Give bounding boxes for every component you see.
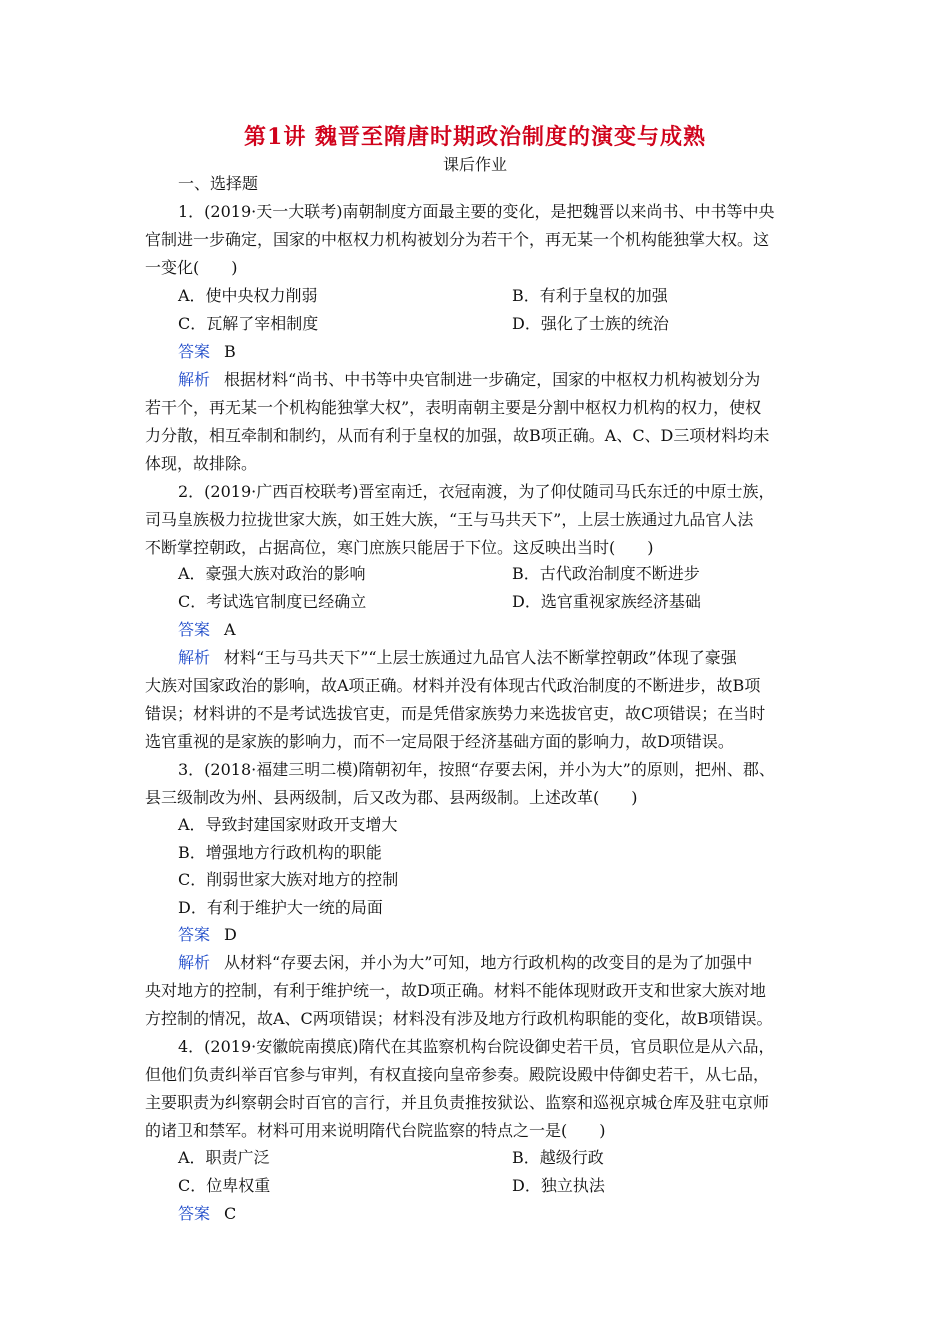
answer-label: 答案 <box>178 925 211 944</box>
answer-value: A <box>224 620 236 639</box>
question-text: 一变化( ) <box>145 258 238 277</box>
option-b: B．古代政治制度不断进步 <box>512 564 700 583</box>
page-title: 第1讲 魏晋至隋唐时期政治制度的演变与成熟 <box>244 124 706 150</box>
option-d: D．强化了士族的统治 <box>512 314 669 333</box>
option-a: A．使中央权力削弱 <box>178 286 318 305</box>
question-text: 4．(2019·安徽皖南摸底)隋代在其监察机构台院设御史若干员，官员职位是从六品， <box>178 1037 775 1056</box>
answer-row <box>178 921 810 949</box>
page-subtitle: 课后作业 <box>442 155 507 174</box>
option-b: B．增强地方行政机构的职能 <box>178 843 382 862</box>
answer-row <box>178 616 810 644</box>
question-text: 主要职责为纠察朝会时百官的言行，并且负责推按狱讼、监察和巡视京城仓库及驻屯京师 <box>145 1093 770 1112</box>
analysis-row <box>178 644 810 672</box>
question-text: 不断掌控朝政，占据高位，寒门庶族只能居于下位。这反映出当时( ) <box>145 538 654 557</box>
analysis-text: 错误；材料讲的不是考试选拔官吏，而是凭借家族势力来选拔官吏，故C项错误；在当时 <box>145 704 766 723</box>
analysis-text: 体现，故排除。 <box>145 454 258 473</box>
question-text: 官制进一步确定，国家的中枢权力机构被划分为若干个，再无某一个机构能独掌大权。这 <box>145 230 770 249</box>
analysis-text: 大族对国家政治的影响，故A项正确。材料并没有体现古代政治制度的不断进步，故B项 <box>145 676 761 695</box>
analysis-label: 解析 <box>178 370 211 389</box>
question-text: 1．(2019·天一大联考)南朝制度方面最主要的变化，是把魏晋以来尚书、中书等中央 <box>178 202 775 221</box>
analysis-text: 根据材料“尚书、中书等中央官制进一步确定，国家的中枢权力机构被划分为 <box>224 370 761 389</box>
answer-value: C <box>224 1204 237 1223</box>
question-text: 3．(2018·福建三明二模)隋朝初年，按照“存要去闲，并小为大”的原则，把州、郡、 <box>178 760 775 779</box>
option-d: D．选官重视家族经济基础 <box>512 592 701 611</box>
section-heading: 一、选择题 <box>178 174 259 193</box>
analysis-text: 力分散，相互牵制和制约，从而有利于皇权的加强，故B项正确。A、C、D三项材料均未 <box>145 426 770 445</box>
option-c: C．削弱世家大族对地方的控制 <box>178 870 399 889</box>
analysis-row <box>178 366 810 394</box>
option-b: B．越级行政 <box>512 1148 604 1167</box>
option-c: C．瓦解了宰相制度 <box>178 314 319 333</box>
analysis-text: 选官重视的是家族的影响力，而不一定局限于经济基础方面的影响力，故D项错误。 <box>145 732 734 751</box>
analysis-text: 从材料“存要去闲，并小为大”可知，地方行政机构的改变目的是为了加强中 <box>224 953 753 972</box>
answer-row <box>178 338 810 366</box>
option-d: D．独立执法 <box>512 1176 605 1195</box>
question-text: 的诸卫和禁军。材料可用来说明隋代台院监察的特点之一是( ) <box>145 1121 606 1140</box>
answer-value: B <box>224 342 236 361</box>
analysis-text: 方控制的情况，故A、C两项错误；材料没有涉及地方行政机构职能的变化，故B项错误。 <box>145 1009 773 1028</box>
analysis-text: 若干个，再无某一个机构能独掌大权”，表明南朝主要是分割中枢权力机构的权力，使权 <box>145 398 762 417</box>
analysis-text: 央对地方的控制，有利于维护统一，故D项正确。材料不能体现财政开支和世家大族对地 <box>145 981 766 1000</box>
question-text: 司马皇族极力拉拢世家大族，如王姓大族，“王与马共天下”，上层士族通过九品官人法 <box>145 510 754 529</box>
answer-label: 答案 <box>178 1204 211 1223</box>
option-c: C．位卑权重 <box>178 1176 271 1195</box>
question-text: 县三级制改为州、县两级制，后又改为郡、县两级制。上述改革( ) <box>145 788 638 807</box>
analysis-text: 材料“王与马共天下”“上层士族通过九品官人法不断掌控朝政”体现了豪强 <box>224 648 737 667</box>
answer-label: 答案 <box>178 342 211 361</box>
option-a: A．导致封建国家财政开支增大 <box>178 815 398 834</box>
option-c: C．考试选官制度已经确立 <box>178 592 367 611</box>
answer-label: 答案 <box>178 620 211 639</box>
option-a: A．职责广泛 <box>178 1148 270 1167</box>
question-text: 2．(2019·广西百校联考)晋室南迁，衣冠南渡，为了仰仗随司马氏东迁的中原士族， <box>178 482 775 501</box>
analysis-label: 解析 <box>178 648 211 667</box>
analysis-label: 解析 <box>178 953 211 972</box>
answer-value: D <box>224 925 237 944</box>
option-a: A．豪强大族对政治的影响 <box>178 564 366 583</box>
analysis-row <box>178 949 810 977</box>
option-d: D．有利于维护大一统的局面 <box>178 898 383 917</box>
answer-row <box>178 1200 810 1228</box>
option-b: B．有利于皇权的加强 <box>512 286 668 305</box>
question-text: 但他们负责纠举百官参与审判，有权直接向皇帝参奏。殿院设殿中侍御史若干，从七品， <box>145 1065 770 1084</box>
